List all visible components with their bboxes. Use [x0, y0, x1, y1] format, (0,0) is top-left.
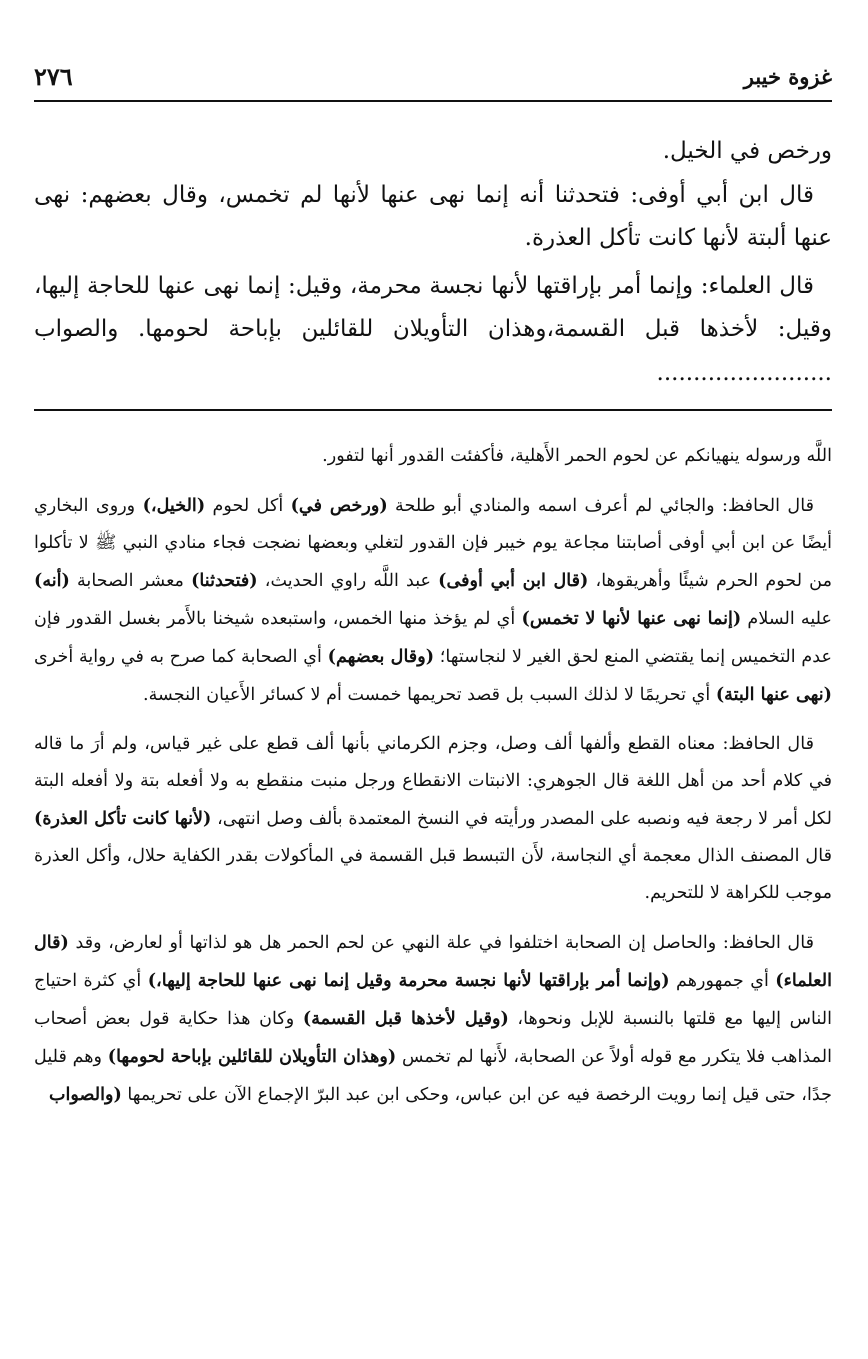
text-run: أي الصحابة كما صرح به في رواية أخرى: [34, 647, 328, 667]
quoted-matn: (وقال بعضهم): [327, 646, 435, 667]
page-number: ٢٧٦: [34, 61, 73, 91]
text-run: أي كثرة احتياج الناس إليها مع قلتها بالنسبة للإبل ونحوها،: [34, 971, 832, 1029]
commentary-text: [34, 438, 832, 1114]
text-run: قال المصنف الذال معجمة أي النجاسة، لأَن التبسط قبل القسمة في المأكولات بقدر الكفاية حلال، وأكل العذرة موجب للكراهة لا للتحريم.: [34, 846, 832, 903]
quoted-matn: (لأنها كانت تأكل العذرة): [34, 808, 212, 829]
text-run: عبد اللَّه راوي الحديث،: [257, 571, 439, 591]
matn-paragraph-2: قال ابن أبي أوفى: فتحدثنا أنه إنما نهى عنها لأنها لم تخمس، وقال بعضهم: نهى عنها ألبتة لأنها كانت تأكل العذرة.: [34, 181, 832, 251]
quoted-matn: (إنما نهى عنها لأنها لا تخمس): [521, 608, 742, 629]
running-title: غزوة خيبر: [743, 63, 832, 89]
text-run: عليه السلام: [741, 609, 832, 629]
text-run: وهم قليل جدًا، حتى قيل إنما رويت الرخصة فيه عن ابن عباس، وحكى ابن عبد البرّ الإجماع الآن على تحريمها: [34, 1047, 832, 1105]
quoted-matn: (نهى عنها البتة): [715, 684, 832, 705]
quoted-matn: (وقيل لأخذها قبل القسمة): [302, 1008, 509, 1029]
quoted-matn: (ورخص في): [290, 495, 388, 516]
quoted-matn: (أنه): [34, 570, 70, 591]
text-run: أي جمهورهم: [669, 971, 776, 991]
quoted-matn: (والصواب: [48, 1084, 122, 1105]
text-run: وكان هذا حكاية قول بعض أصحاب المذاهب فلا يتكرر مع قوله أولاً عن الصحابة، لأَنها لم تخمس: [34, 1009, 832, 1067]
page-header: [34, 52, 832, 102]
commentary-paragraph-1: اللَّه ورسوله ينهيانكم عن لحوم الحمر الأَهلية، فأكفئت القدور أنها لتفور.: [322, 446, 832, 466]
quoted-matn: (فتحدثنا): [191, 570, 258, 591]
quoted-matn: (وهذان التأويلان للقائلين بإباحة لحومها): [107, 1046, 397, 1067]
quoted-matn: (الخيل،): [142, 495, 206, 516]
quoted-matn: (قال ابن أبي أوفى): [438, 570, 589, 591]
main-text: [34, 130, 832, 395]
text-run: قال الحافظ: معناه القطع وألفها ألف وصل، وجزم الكرماني بأنها ألف قطع على غير قياس، ولم أرَ ما قاله في كلام أحد من أهل اللغة قال الجوهري: الانبتات الانقطاع ورجل منبت منقطع به ولا أفعله بتة ولا أفعله البتة لكل أمر لا رجعة فيه ونصبه على المصدر ورأيته في النسخ المعتمدة بألف وصل انتهى،: [34, 734, 832, 829]
commentary-paragraph-2: [34, 487, 832, 714]
text-run: أي لم يؤخذ منها الخمس، واستبعده شيخنا بالأَمر بغسل القدور فإن عدم التخميس إنما يقتضي المنع لحق الغير لا لنجاستها؛: [34, 609, 832, 667]
text-run: أي تحريمًا لا لذلك السبب بل قصد تحريمها خمست أم لا كسائر الأَعيان النجسة.: [143, 685, 716, 705]
text-run: وروى البخاري أيضًا عن ابن أبي أوفى أصابتنا مجاعة يوم خيبر فإن القدور لتغلي وبعضها نضجت فجاء منادي النبي ﷺ لا تأكلوا من لحوم الحرم شيئًا وأهريقوها،: [34, 496, 833, 591]
text-run: معشر الصحابة: [69, 571, 192, 591]
matn-paragraph-3: قال العلماء: وإنما أمر بإراقتها لأنها نجسة محرمة، وقيل: إنما نهى عنها للحاجة إليها، وقيل: لأخذها قبل القسمة،وهذان التأويلان للقائلين بإباحة لحومها. والصواب ........................: [34, 272, 832, 386]
text-run: قال الحافظ: والحاصل إن الصحابة اختلفوا في علة النهي عن لحم الحمر هل هو لذاتها أو لعارض، وقد: [68, 933, 814, 953]
quoted-matn: (قال العلماء): [34, 932, 832, 991]
commentary-paragraph-4: [34, 924, 832, 1114]
commentary-paragraph-3: [34, 726, 832, 912]
matn-paragraph-1: ورخص في الخيل.: [662, 138, 832, 164]
section-divider: [34, 409, 832, 411]
text-run: أكل لحوم: [205, 496, 291, 516]
quoted-matn: (وإنما أمر بإراقتها لأنها نجسة محرمة وقيل إنما نهى عنها للحاجة إليها،): [147, 970, 670, 991]
text-run: قال الحافظ: والجائي لم أعرف اسمه والمنادي أبو طلحة: [387, 496, 814, 516]
